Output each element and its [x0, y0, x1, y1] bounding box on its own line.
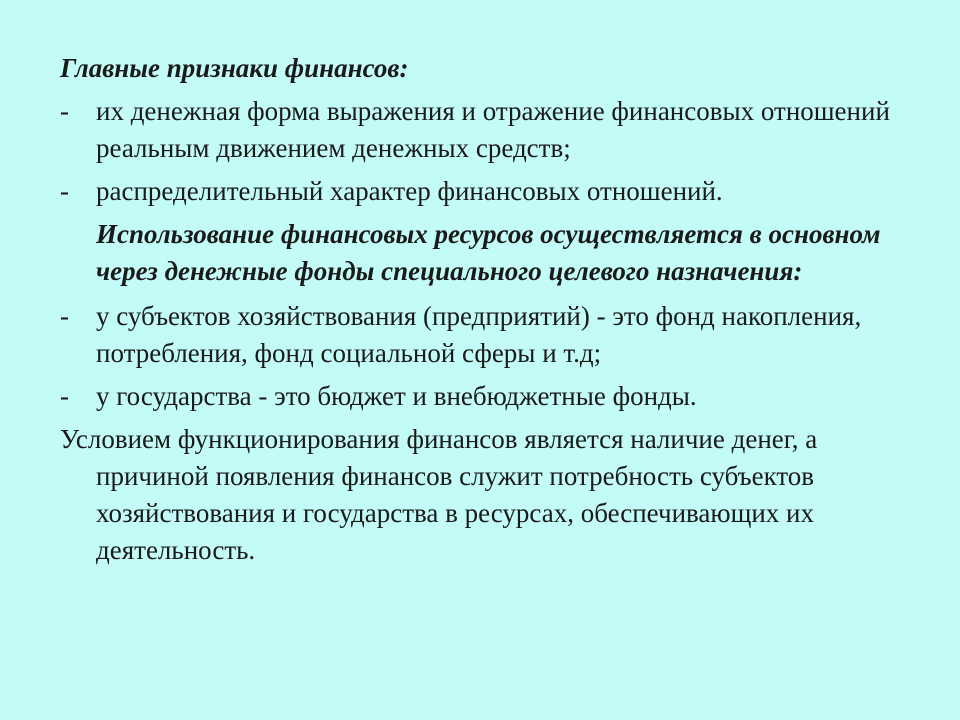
list-item-text: у государства - это бюджет и внебюджетные фонды.	[96, 381, 697, 411]
conclusion-paragraph: Условием функционирования финансов является наличие денег, а причиной появления финансов служит потребность субъектов хозяйствования и государства в ресурсах, обеспечивающих их деятельность.	[60, 424, 818, 565]
emphasis-paragraph: Использование финансовых ресурсов осуществляется в основном через денежные фонды специального целевого назначения:	[96, 219, 881, 286]
bullet-marker: -	[60, 381, 69, 411]
slide-heading: Главные признаки финансов:	[60, 53, 409, 83]
bullet-marker: -	[60, 176, 69, 206]
list-item-fund-2	[60, 378, 920, 415]
list-item-text: распределительный характер финансовых отношений.	[96, 176, 723, 206]
list-item-feature-2	[60, 173, 920, 210]
bullet-marker: -	[60, 96, 69, 126]
list-item-text: их денежная форма выражения и отражение финансовых отношений реальным движением денежных средств;	[96, 96, 890, 163]
list-item-text: у субъектов хозяйствования (предприятий) - это фонд накопления, потребления, фонд социальной сферы и т.д;	[96, 301, 862, 368]
bullet-marker: -	[60, 301, 69, 331]
list-item-fund-1	[60, 298, 920, 372]
list-item-feature-1	[60, 93, 920, 167]
